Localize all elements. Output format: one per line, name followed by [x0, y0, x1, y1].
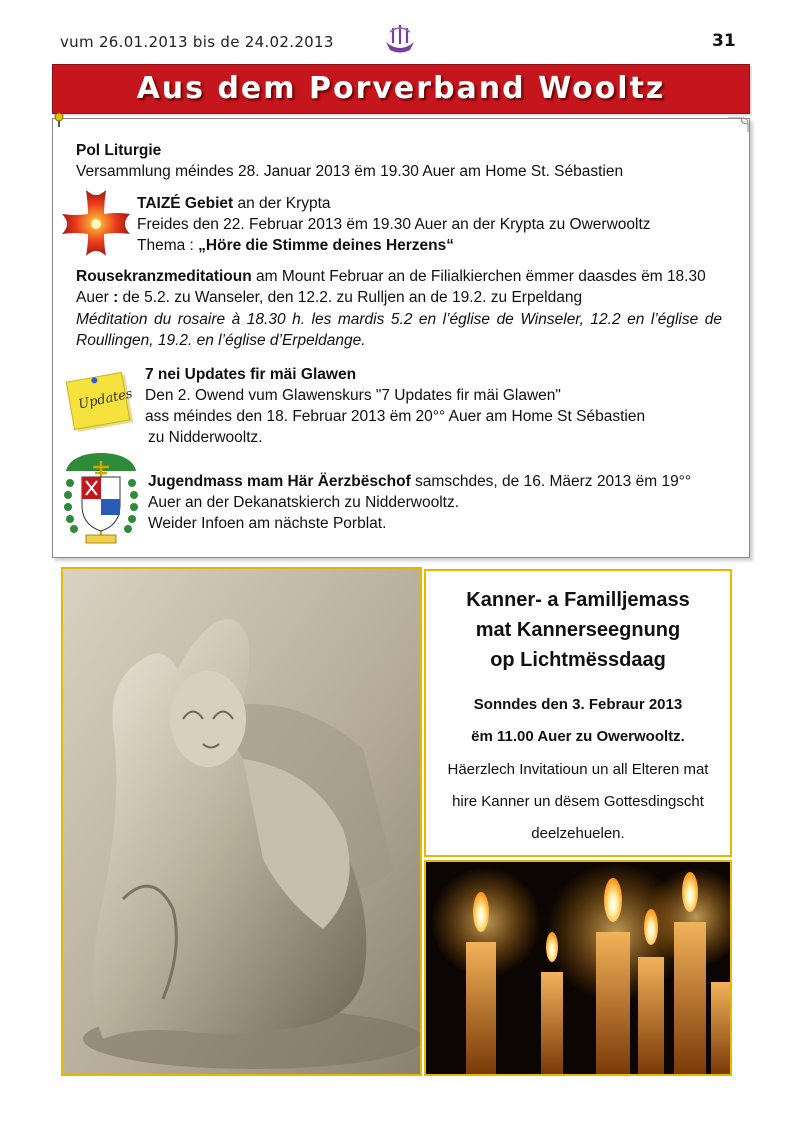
- pol-liturgie-heading: Pol Liturgie: [76, 142, 162, 159]
- updates-line-3: ass méindes den 18. Februar 2013 ëm 20°° Auer am Home St Sébastien: [145, 408, 646, 425]
- updates-line-4: zu Nidderwooltz.: [148, 429, 263, 446]
- rosary-heading: Rousekranzmeditatioun: [76, 268, 252, 285]
- sculpture-photo: [61, 567, 422, 1076]
- info-text-line-2: hire Kanner un dësem Gottesdingscht: [452, 793, 704, 810]
- jugendmass-line-3: Weider Infoen am nächste Porblat.: [148, 515, 387, 532]
- jugendmass-heading: Jugendmass mam Här Äerzbëschof: [148, 473, 411, 490]
- info-time-line: ëm 11.00 Auer zu Owerwooltz.: [471, 728, 685, 745]
- archbishop-coat-of-arms-icon: [60, 449, 142, 549]
- info-date-line: Sonndes den 3. Febraur 2013: [473, 696, 683, 713]
- section-banner: [52, 64, 750, 114]
- taize-heading-line: [137, 193, 331, 214]
- taize-theme-title: „Höre die Stimme deines Herzens“: [198, 237, 455, 254]
- rosary-french-text: Méditation du rosaire à 18.30 h. les mardis 5.2 en l’église de Winseler, 12.2 en l’église de Roullingen, 19.2. en l’église d’Erpeldange.: [76, 311, 722, 349]
- sticky-note-label: Updates: [77, 386, 134, 413]
- updates-line-2: Den 2. Owend vum Glawenskurs "7 Updates fir mäi Glawen": [145, 387, 561, 404]
- info-text-line-3: deelzehuelen.: [531, 825, 625, 842]
- info-title-line-2: mat Kannerseegnung: [475, 619, 681, 641]
- jugendmass-heading-line: [148, 471, 691, 492]
- parish-logo-icon: [383, 24, 417, 54]
- info-title-line-1: Kanner- a Familljemass: [466, 589, 690, 611]
- candles-photo: [424, 860, 732, 1076]
- pushpin-icon: [53, 112, 65, 128]
- family-mass-info-box: [424, 569, 732, 857]
- rosary-heading-rest: am Mount Februar an de Filialkierchen ëmmer daasdes ëm 18.30: [251, 268, 706, 285]
- jugendmass-line-2: Auer an der Dekanatskierch zu Nidderwooltz.: [148, 494, 460, 511]
- pol-liturgie-line: Versammlung méindes 28. Januar 2013 ëm 19.30 Auer am Home St. Sébastien: [76, 163, 624, 180]
- info-title-line-3: op Lichtmëssdaag: [490, 649, 666, 671]
- page-number: 31: [712, 31, 736, 51]
- jugendmass-heading-rest: samschdes, de 16. Mäerz 2013 ëm 19°°: [410, 473, 692, 490]
- taize-heading: TAIZÉ Gebiet: [137, 195, 234, 212]
- taize-theme-label: Thema :: [137, 237, 199, 254]
- taize-cross-icon: [60, 188, 132, 258]
- rosary-dates-prefix: Auer: [76, 289, 114, 306]
- info-text-line-1: Häerzlech Invitatioun un all Elteren mat: [447, 761, 709, 778]
- rosary-dates-text: de 5.2. zu Wanseler, den 12.2. zu Rulljen an de 19.2. zu Erpeldang: [118, 289, 583, 306]
- page-curl: [728, 114, 750, 132]
- rosary-dates-colon: :: [113, 289, 119, 306]
- rosary-heading-line: [76, 266, 706, 287]
- taize-date-line: Freides den 22. Februar 2013 ëm 19.30 Auer an der Krypta zu Owerwooltz: [137, 216, 651, 233]
- updates-heading: 7 nei Updates fir mäi Glawen: [145, 366, 357, 383]
- taize-heading-rest: an der Krypta: [233, 195, 331, 212]
- rosary-dates-line: [76, 287, 582, 308]
- header-date-range: vum 26.01.2013 bis de 24.02.2013: [60, 33, 334, 51]
- taize-theme-line: [137, 235, 454, 256]
- banner-title: Aus dem Porverband Wooltz: [136, 71, 666, 106]
